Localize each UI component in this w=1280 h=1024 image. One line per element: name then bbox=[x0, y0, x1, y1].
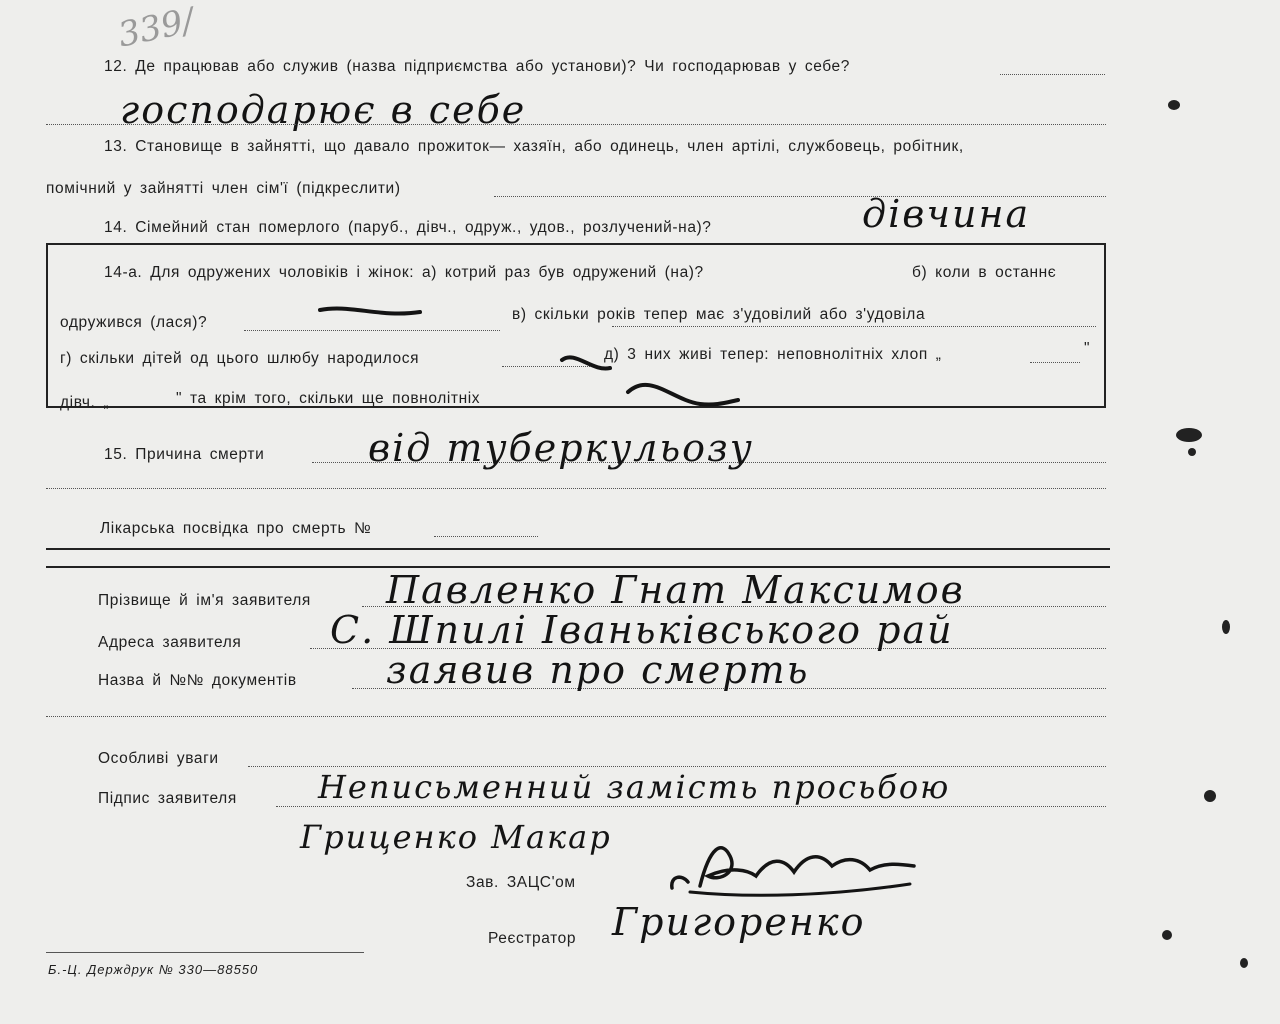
signature-label: Підпис заявителя bbox=[98, 790, 237, 807]
q15-label: 15. Причина смерти bbox=[104, 446, 265, 463]
q14a-line4-part-b: " та крім того, скільки ще повнолітніх bbox=[176, 390, 481, 407]
q14a-line1-part-b: б) коли в останнє bbox=[912, 264, 1057, 281]
applicant-name-label: Прізвище й ім'я заявителя bbox=[98, 592, 311, 609]
documents-handwritten: заявив про смерть bbox=[386, 648, 810, 692]
q14a-line3-part-a: г) скільки дітей од цього шлюбу народилося bbox=[60, 350, 420, 367]
q14-label: 14. Сімейний стан померлого (паруб., дівч., одруж., удов., розлучений-на)? bbox=[104, 219, 712, 236]
medical-certificate-label: Лікарська посвідка про смерть № bbox=[100, 520, 372, 537]
q14-handwritten-answer: дівчина bbox=[862, 192, 1031, 236]
section-divider-top bbox=[46, 548, 1110, 550]
documents-second-line bbox=[46, 716, 1106, 717]
q14a-line2-part-a: одружився (лася)? bbox=[60, 314, 208, 331]
registrar-label: Реєстратор bbox=[488, 930, 577, 947]
binding-hole bbox=[1162, 930, 1172, 940]
binding-hole bbox=[1204, 790, 1216, 802]
notes-label: Особливі уваги bbox=[98, 750, 219, 767]
signature-handwritten-line2: Гриценко Макар bbox=[300, 818, 612, 856]
printer-imprint: Б.-Ц. Держдрук № 330—88550 bbox=[48, 962, 259, 977]
binding-hole bbox=[1188, 448, 1196, 456]
applicant-name-handwritten: Павленко Гнат Максимов bbox=[386, 568, 965, 612]
zags-head-signature bbox=[660, 826, 920, 906]
q15-second-line bbox=[46, 488, 1106, 489]
q14a-line4-part-a: дівч. „ bbox=[60, 394, 110, 411]
notes-dotted bbox=[248, 766, 1106, 767]
zags-head-label: Зав. ЗАЦС'ом bbox=[466, 874, 576, 891]
documents-label: Назва й №№ документів bbox=[98, 672, 297, 689]
binding-hole bbox=[1176, 428, 1202, 442]
q15-handwritten-answer: від туберкульозу bbox=[368, 426, 754, 470]
binding-hole bbox=[1240, 958, 1248, 968]
binding-hole bbox=[1222, 620, 1230, 634]
signature-dotted bbox=[276, 806, 1106, 807]
binding-hole bbox=[1168, 100, 1180, 110]
q14a-line1-part-a: 14-а. Для одружених чоловіків і жінок: а) котрий раз був одружений (на)? bbox=[104, 264, 704, 281]
q14a-line2-part-b: в) скільки років тепер має з'удовілий або з'удовіла bbox=[512, 306, 926, 323]
applicant-address-handwritten: С. Шпилі Іваньківського рай bbox=[330, 608, 954, 652]
q13-label-line2: помічний у зайнятті член сім'ї (підкреслити) bbox=[46, 180, 401, 197]
signature-handwritten-line1: Неписьменний замість просьбою bbox=[318, 768, 951, 806]
footer-rule bbox=[46, 952, 364, 953]
q14a-line3-part-b: д) 3 них живі тепер: неповнолітніх хлоп „ bbox=[604, 346, 942, 363]
archive-number-stamp: 339/ bbox=[114, 0, 198, 56]
medical-certificate-dotted bbox=[434, 536, 538, 537]
applicant-address-label: Адреса заявителя bbox=[98, 634, 242, 651]
q12-label: 12. Де працював або служив (назва підприємства або установи)? Чи господарював у себе? bbox=[104, 58, 850, 75]
q13-label-line1: 13. Становище в зайнятті, що давало прожиток— хазяїн, або одинець, член артілі, службовець, робітник, bbox=[104, 138, 964, 155]
registrar-signature: Григоренко bbox=[612, 900, 866, 944]
q14a-line3-part-c: " bbox=[1084, 340, 1091, 357]
q12-handwritten-answer: господарює в себе bbox=[120, 88, 527, 132]
